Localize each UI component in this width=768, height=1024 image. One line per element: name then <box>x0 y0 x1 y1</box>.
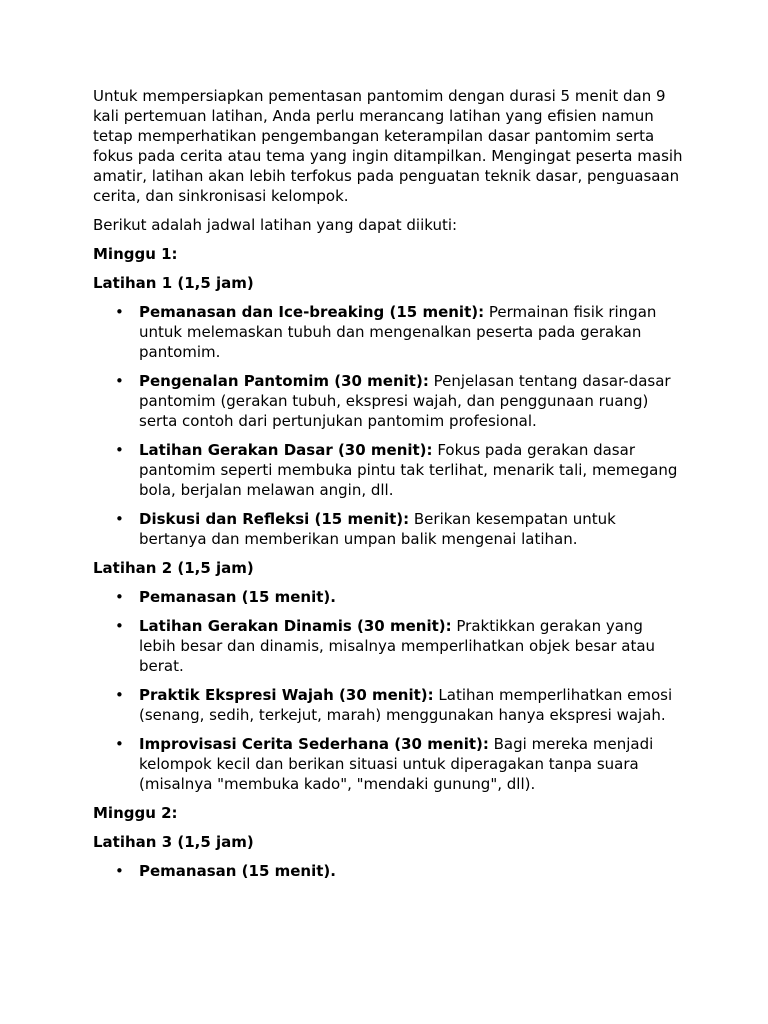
list-item <box>93 371 683 431</box>
week-heading: Minggu 2: <box>93 804 178 822</box>
session-item-list <box>93 302 683 549</box>
schedule-intro: Berikut adalah jadwal latihan yang dapat diikuti: <box>93 216 458 234</box>
item-label: Latihan Gerakan Dasar (30 menit): <box>139 441 433 459</box>
bullet-icon: • <box>115 735 124 753</box>
item-label: Latihan Gerakan Dinamis (30 menit): <box>139 617 452 635</box>
item-text: Bagi mereka menjadi kelompok kecil dan berikan situasi untuk diperagakan tanpa suara (misalnya "membuka kado", "mendaki gunung", dll). <box>139 735 654 793</box>
bullet-icon: • <box>115 303 124 321</box>
item-label: Diskusi dan Refleksi (15 menit): <box>139 510 410 528</box>
item-text: Praktikkan gerakan yang lebih besar dan dinamis, misalnya memperlihatkan objek besar atau berat. <box>139 617 656 675</box>
list-item <box>93 861 683 881</box>
item-label: Pemanasan dan Ice-breaking (15 menit): <box>139 303 485 321</box>
session-item-list <box>93 587 683 794</box>
bullet-icon: • <box>115 588 124 606</box>
list-item <box>93 685 683 725</box>
list-item <box>93 734 683 794</box>
week-heading: Minggu 1: <box>93 245 178 263</box>
item-label: Pemanasan (15 menit). <box>139 862 336 880</box>
item-text: Fokus pada gerakan dasar pantomim seperti membuka pintu tak terlihat, menarik tali, memegang bola, berjalan melawan angin, dll. <box>139 441 678 499</box>
bullet-icon: • <box>115 510 124 528</box>
list-item <box>93 509 683 549</box>
list-item <box>93 616 683 676</box>
item-label: Pemanasan (15 menit). <box>139 588 336 606</box>
session-heading: Latihan 2 (1,5 jam) <box>93 559 254 577</box>
document-body <box>93 86 683 890</box>
item-text: Berikan kesempatan untuk bertanya dan memberikan umpan balik mengenai latihan. <box>139 510 616 548</box>
bullet-icon: • <box>115 441 124 459</box>
item-label: Praktik Ekspresi Wajah (30 menit): <box>139 686 434 704</box>
item-text: Permainan fisik ringan untuk melemaskan tubuh dan mengenalkan peserta pada gerakan pantomim. <box>139 303 657 361</box>
bullet-icon: • <box>115 862 124 880</box>
intro-paragraph: Untuk mempersiapkan pementasan pantomim dengan durasi 5 menit dan 9 kali pertemuan latihan, Anda perlu merancang latihan yang efisien namun tetap memperhatikan pengembangan keterampilan dasar pantomim serta fokus pada cerita atau tema yang ingin ditampilkan. Mengingat peserta masih amatir, latihan akan lebih terfokus pada penguatan teknik dasar, penguasaan cerita, dan sinkronisasi kelompok. <box>93 87 683 205</box>
item-text: Penjelasan tentang dasar-dasar pantomim (gerakan tubuh, ekspresi wajah, dan penggunaan ruang) serta contoh dari pertunjukan pantomim profesional. <box>139 372 671 430</box>
item-label: Pengenalan Pantomim (30 menit): <box>139 372 429 390</box>
item-label: Improvisasi Cerita Sederhana (30 menit): <box>139 735 489 753</box>
session-heading: Latihan 1 (1,5 jam) <box>93 274 254 292</box>
item-text: Latihan memperlihatkan emosi (senang, sedih, terkejut, marah) menggunakan hanya ekspresi wajah. <box>139 686 673 724</box>
list-item <box>93 440 683 500</box>
session-heading: Latihan 3 (1,5 jam) <box>93 833 254 851</box>
bullet-icon: • <box>115 686 124 704</box>
list-item <box>93 302 683 362</box>
bullet-icon: • <box>115 372 124 390</box>
list-item <box>93 587 683 607</box>
bullet-icon: • <box>115 617 124 635</box>
session-item-list <box>93 861 683 881</box>
